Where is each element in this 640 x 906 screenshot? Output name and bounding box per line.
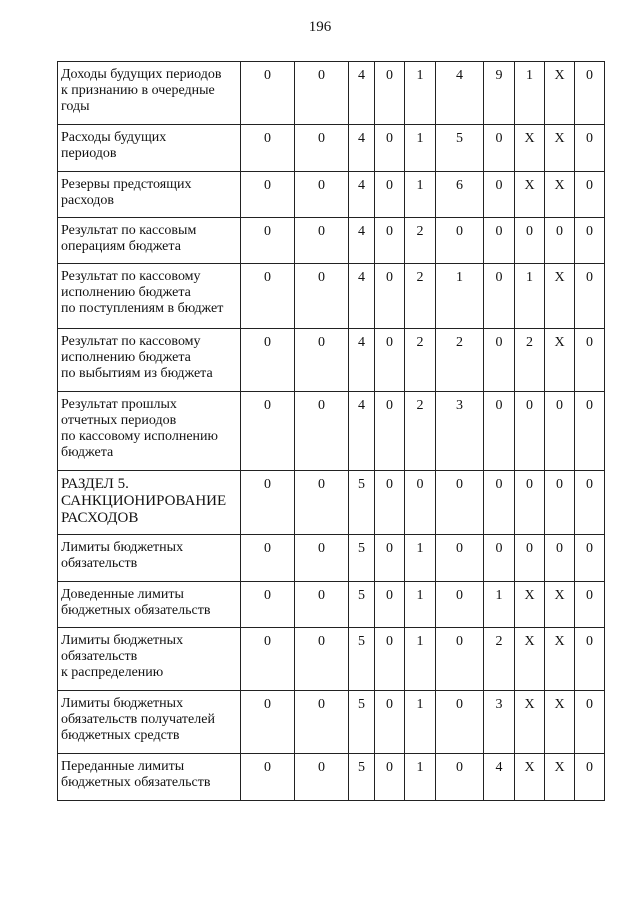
code-digit-cell: 4 [349, 172, 375, 218]
code-digit-cell: X [515, 172, 545, 218]
code-digit-cell: 0 [375, 754, 405, 801]
code-digit-cell: 2 [405, 392, 436, 471]
code-digit-cell: 0 [484, 172, 515, 218]
account-codes-table [57, 61, 605, 801]
table-row [58, 691, 605, 754]
code-digit-cell: 0 [241, 691, 295, 754]
code-digit-cell: 0 [295, 392, 349, 471]
code-digit-cell: 0 [241, 392, 295, 471]
code-digit-cell: X [515, 628, 545, 691]
account-name-line: Лимиты бюджетных [61, 696, 184, 711]
account-name-cell [58, 582, 241, 628]
code-digit-cell: 0 [436, 754, 484, 801]
code-digit-cell: 0 [241, 62, 295, 125]
code-digit-cell: 0 [545, 535, 575, 582]
code-digit-cell: 0 [241, 754, 295, 801]
account-name-line: по выбытиям из бюджета [61, 366, 213, 381]
code-digit-cell: 5 [349, 535, 375, 582]
code-digit-cell: 1 [405, 172, 436, 218]
account-name-line: Доведенные лимиты [61, 587, 184, 602]
code-digit-cell: 0 [545, 218, 575, 264]
account-name-line: по кассовому исполнению [61, 429, 218, 444]
code-digit-cell: 1 [405, 691, 436, 754]
code-digit-cell: 6 [436, 172, 484, 218]
code-digit-cell: 4 [349, 264, 375, 329]
code-digit-cell: 0 [575, 329, 605, 392]
code-digit-cell: 1 [515, 264, 545, 329]
code-digit-cell: 0 [436, 691, 484, 754]
code-digit-cell: 0 [436, 535, 484, 582]
code-digit-cell: 0 [484, 329, 515, 392]
code-digit-cell: X [545, 628, 575, 691]
code-digit-cell: 0 [575, 218, 605, 264]
code-digit-cell: 0 [545, 471, 575, 535]
code-digit-cell: 1 [405, 754, 436, 801]
code-digit-cell: 0 [375, 535, 405, 582]
code-digit-cell: 0 [436, 628, 484, 691]
code-digit-cell: 2 [484, 628, 515, 691]
table-body [58, 62, 605, 801]
code-digit-cell: 2 [405, 218, 436, 264]
code-digit-cell: X [545, 62, 575, 125]
code-digit-cell: 0 [575, 264, 605, 329]
account-name-cell [58, 264, 241, 329]
code-digit-cell: 4 [349, 62, 375, 125]
code-digit-cell: 0 [515, 471, 545, 535]
account-name-line: Лимиты бюджетных [61, 633, 184, 648]
code-digit-cell: 0 [295, 582, 349, 628]
code-digit-cell: X [545, 264, 575, 329]
account-name-line: бюджетных обязательств [61, 775, 211, 790]
code-digit-cell: X [515, 125, 545, 172]
account-name-line: периодов [61, 146, 117, 161]
code-digit-cell: 4 [436, 62, 484, 125]
account-name-cell [58, 125, 241, 172]
code-digit-cell: 0 [375, 264, 405, 329]
code-digit-cell: 0 [575, 582, 605, 628]
page-number: 196 [308, 19, 332, 35]
account-name-cell [58, 535, 241, 582]
code-digit-cell: 5 [349, 471, 375, 535]
code-digit-cell: 0 [575, 62, 605, 125]
code-digit-cell: 5 [349, 754, 375, 801]
code-digit-cell: 0 [545, 392, 575, 471]
code-digit-cell: 0 [575, 125, 605, 172]
code-digit-cell: 5 [436, 125, 484, 172]
account-name-line: годы [61, 99, 90, 114]
code-digit-cell: 9 [484, 62, 515, 125]
code-digit-cell: 0 [375, 691, 405, 754]
code-digit-cell: 0 [375, 329, 405, 392]
account-name-line: отчетных периодов [61, 413, 177, 428]
code-digit-cell: X [545, 329, 575, 392]
code-digit-cell: X [545, 172, 575, 218]
account-name-line: САНКЦИОНИРОВАНИЕ [61, 493, 227, 509]
table-row [58, 471, 605, 535]
code-digit-cell: 0 [436, 582, 484, 628]
section-heading-cell [58, 471, 241, 535]
code-digit-cell: 0 [295, 691, 349, 754]
account-name-cell [58, 172, 241, 218]
code-digit-cell: 1 [484, 582, 515, 628]
code-digit-cell: 0 [575, 392, 605, 471]
code-digit-cell: 0 [295, 218, 349, 264]
code-digit-cell: 3 [484, 691, 515, 754]
code-digit-cell: 0 [515, 392, 545, 471]
account-name-line: исполнению бюджета [61, 285, 191, 300]
code-digit-cell: 0 [484, 535, 515, 582]
code-digit-cell: 4 [349, 218, 375, 264]
account-name-line: бюджета [61, 445, 114, 460]
code-digit-cell: 0 [295, 471, 349, 535]
code-digit-cell: 5 [349, 691, 375, 754]
table-row [58, 329, 605, 392]
code-digit-cell: 0 [241, 125, 295, 172]
account-name-line: Переданные лимиты [61, 759, 185, 774]
code-digit-cell: 3 [436, 392, 484, 471]
code-digit-cell: 1 [405, 535, 436, 582]
account-name-cell [58, 218, 241, 264]
code-digit-cell: 0 [295, 172, 349, 218]
code-digit-cell: 2 [405, 264, 436, 329]
table-row [58, 535, 605, 582]
code-digit-cell: X [545, 691, 575, 754]
account-name-line: к распределению [61, 665, 164, 680]
code-digit-cell: 0 [375, 172, 405, 218]
code-digit-cell: 0 [375, 125, 405, 172]
code-digit-cell: 0 [575, 628, 605, 691]
table-row [58, 62, 605, 125]
account-name-line: Расходы будущих [61, 130, 167, 145]
code-digit-cell: 4 [349, 329, 375, 392]
account-name-cell [58, 392, 241, 471]
account-name-line: Результат по кассовому [61, 334, 201, 349]
account-name-line: РАЗДЕЛ 5. [61, 476, 129, 492]
table-row [58, 754, 605, 801]
account-name-cell [58, 754, 241, 801]
code-digit-cell: 0 [241, 172, 295, 218]
account-name-line: Доходы будущих периодов [61, 67, 222, 82]
account-name-line: обязательств [61, 556, 138, 571]
code-digit-cell: 0 [375, 392, 405, 471]
account-name-line: расходов [61, 193, 115, 208]
account-name-cell [58, 62, 241, 125]
code-digit-cell: 1 [405, 125, 436, 172]
code-digit-cell: 0 [295, 754, 349, 801]
account-name-line: исполнению бюджета [61, 350, 191, 365]
code-digit-cell: 0 [375, 218, 405, 264]
code-digit-cell: 1 [405, 62, 436, 125]
account-name-line: бюджетных обязательств [61, 603, 211, 618]
code-digit-cell: 0 [484, 218, 515, 264]
account-name-line: Результат по кассовому [61, 269, 201, 284]
code-digit-cell: 0 [295, 62, 349, 125]
account-name-line: операциям бюджета [61, 239, 181, 254]
code-digit-cell: 1 [515, 62, 545, 125]
code-digit-cell: 0 [241, 535, 295, 582]
table-row [58, 264, 605, 329]
account-name-cell [58, 329, 241, 392]
code-digit-cell: 0 [295, 264, 349, 329]
code-digit-cell: 4 [484, 754, 515, 801]
code-digit-cell: X [515, 582, 545, 628]
table-row [58, 392, 605, 471]
account-name-line: Результат по кассовым [61, 223, 197, 238]
code-digit-cell: 0 [375, 62, 405, 125]
code-digit-cell: 0 [295, 535, 349, 582]
code-digit-cell: X [515, 754, 545, 801]
account-name-line: Резервы предстоящих [61, 177, 192, 192]
code-digit-cell: 0 [241, 471, 295, 535]
code-digit-cell: 0 [241, 264, 295, 329]
code-digit-cell: 0 [575, 471, 605, 535]
code-digit-cell: 0 [241, 329, 295, 392]
code-digit-cell: 2 [515, 329, 545, 392]
code-digit-cell: 0 [484, 471, 515, 535]
code-digit-cell: 1 [436, 264, 484, 329]
account-name-line: обязательств [61, 649, 138, 664]
code-digit-cell: 0 [515, 535, 545, 582]
code-digit-cell: 0 [484, 264, 515, 329]
code-digit-cell: 4 [349, 125, 375, 172]
code-digit-cell: 0 [295, 329, 349, 392]
code-digit-cell: X [545, 125, 575, 172]
code-digit-cell: 0 [241, 628, 295, 691]
table-row [58, 125, 605, 172]
account-name-line: по поступлениям в бюджет [61, 301, 224, 316]
code-digit-cell: 0 [436, 218, 484, 264]
code-digit-cell: 0 [575, 691, 605, 754]
code-digit-cell: 0 [436, 471, 484, 535]
code-digit-cell: 5 [349, 582, 375, 628]
account-name-cell [58, 628, 241, 691]
code-digit-cell: X [545, 582, 575, 628]
code-digit-cell: 0 [241, 582, 295, 628]
code-digit-cell: 0 [405, 471, 436, 535]
code-digit-cell: 0 [484, 392, 515, 471]
account-name-line: бюджетных средств [61, 728, 180, 743]
code-digit-cell: 2 [436, 329, 484, 392]
code-digit-cell: 0 [241, 218, 295, 264]
code-digit-cell: 0 [484, 125, 515, 172]
code-digit-cell: X [545, 754, 575, 801]
account-name-cell [58, 691, 241, 754]
account-name-line: Лимиты бюджетных [61, 540, 184, 555]
account-name-line: к признанию в очередные [61, 83, 215, 98]
table-row [58, 172, 605, 218]
table-row [58, 218, 605, 264]
code-digit-cell: 2 [405, 329, 436, 392]
code-digit-cell: X [515, 691, 545, 754]
table-row [58, 582, 605, 628]
code-digit-cell: 1 [405, 628, 436, 691]
code-digit-cell: 0 [375, 582, 405, 628]
account-name-line: РАСХОДОВ [61, 510, 139, 526]
code-digit-cell: 5 [349, 628, 375, 691]
code-digit-cell: 0 [295, 628, 349, 691]
code-digit-cell: 1 [405, 582, 436, 628]
code-digit-cell: 0 [575, 535, 605, 582]
account-name-line: обязательств получателей [61, 712, 215, 727]
code-digit-cell: 0 [575, 754, 605, 801]
code-digit-cell: 0 [375, 628, 405, 691]
code-digit-cell: 0 [515, 218, 545, 264]
account-name-line: Результат прошлых [61, 397, 177, 412]
code-digit-cell: 0 [575, 172, 605, 218]
code-digit-cell: 4 [349, 392, 375, 471]
code-digit-cell: 0 [295, 125, 349, 172]
table-row [58, 628, 605, 691]
code-digit-cell: 0 [375, 471, 405, 535]
